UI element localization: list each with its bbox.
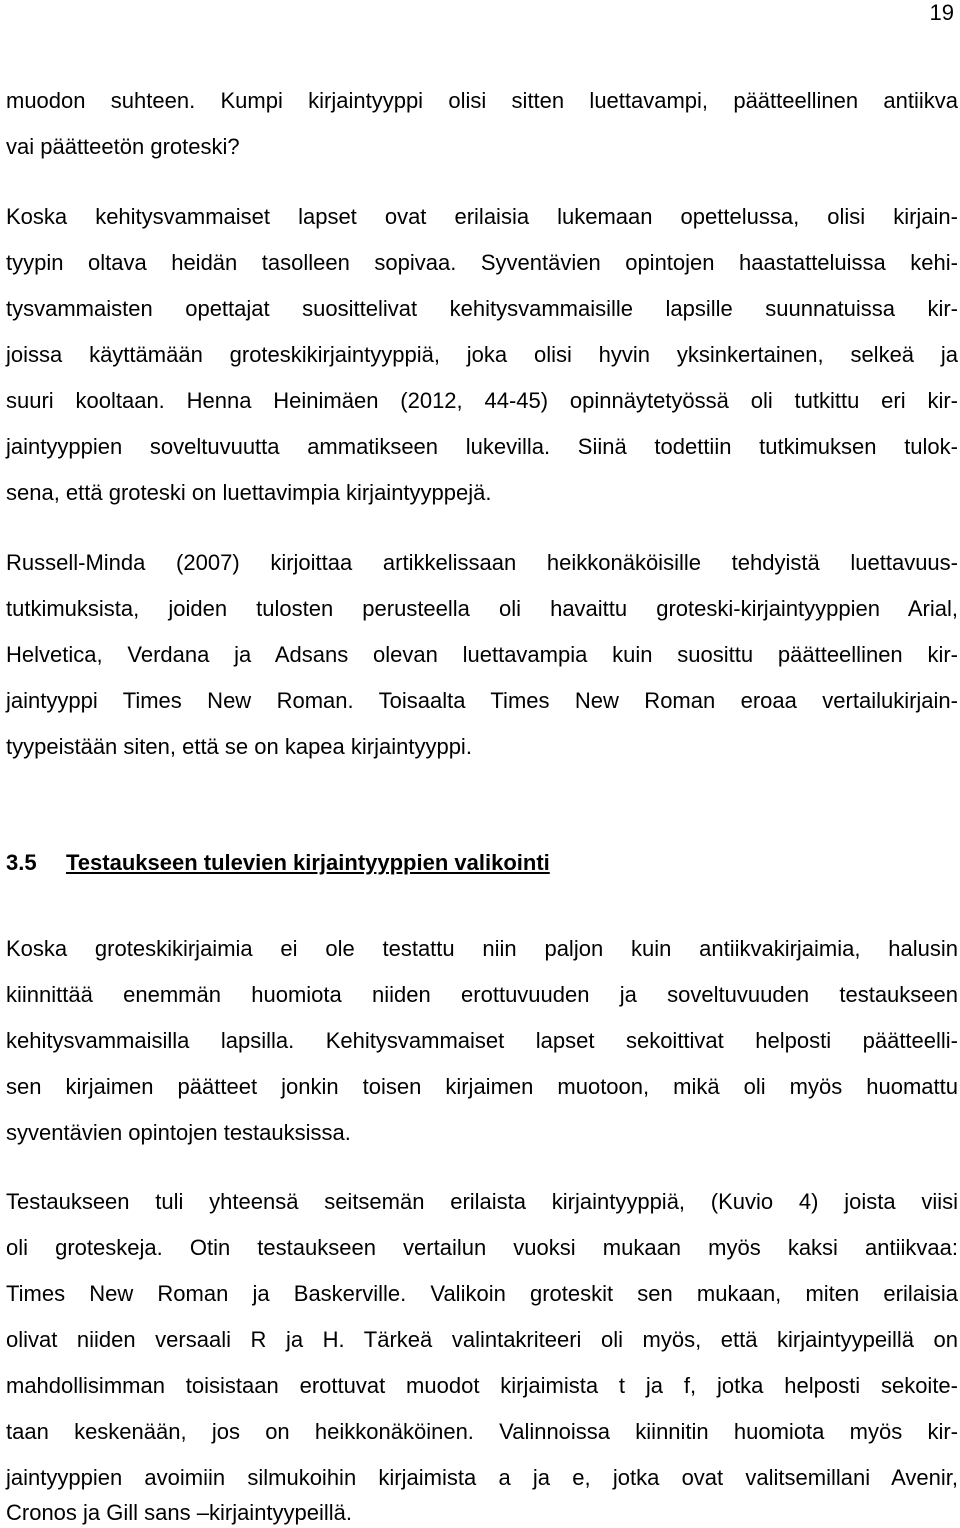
paragraph-5-line-8: Cronos ja Gill sans –kirjaintyypeillä. [6,1500,353,1525]
paragraph-3-line-2: tutkimuksista, joiden tulosten perusteella oli havaittu groteski-kirjaintyyppien Arial, [6,596,958,621]
paragraph-4-line-1: Koska groteskikirjaimia ei ole testattu niin paljon kuin antiikvakirjaimia, halusin [6,936,958,961]
paragraph-1-line-2: vai päätteetön groteski? [6,134,240,159]
paragraph-5-line-3: Times New Roman ja Baskerville. Valikoin groteskit sen mukaan, miten erilaisia [6,1281,958,1306]
paragraph-1-line-1: muodon suhteen. Kumpi kirjaintyyppi olisi sitten luettavampi, päätteellinen antiikva [6,88,958,113]
paragraph-3-line-5: tyypeistään siten, että se on kapea kirjaintyyppi. [6,734,472,759]
paragraph-3-line-3: Helvetica, Verdana ja Adsans olevan luettavampia kuin suosittu päätteellinen kir- [6,642,958,667]
paragraph-2-line-3: tysvammaisten opettajat suosittelivat kehitysvammaisille lapsille suunnatuissa kir- [6,296,958,321]
paragraph-5-line-5: mahdollisimman toisistaan erottuvat muodot kirjaimista t ja f, jotka helposti sekoite- [6,1373,958,1398]
paragraph-2-line-5: suuri kooltaan. Henna Heinimäen (2012, 44-45) opinnäytetyössä oli tutkittu eri kir- [6,388,958,413]
page-number: 19 [929,0,954,25]
paragraph-4-line-3: kehitysvammaisilla lapsilla. Kehitysvammaiset lapset sekoittivat helposti päätteelli- [6,1028,958,1053]
paragraph-4-line-4: sen kirjaimen päätteet jonkin toisen kirjaimen muotoon, mikä oli myös huomattu [6,1074,958,1099]
paragraph-3-line-1: Russell-Minda (2007) kirjoittaa artikkelissaan heikkonäköisille tehdyistä luettavuus- [6,550,958,575]
section-title: Testaukseen tulevien kirjaintyyppien valikointi [66,850,550,875]
paragraph-5-line-4: olivat niiden versaali R ja H. Tärkeä valintakriteeri oli myös, että kirjaintyypeillä on [6,1327,958,1352]
section-number: 3.5 [6,850,37,875]
paragraph-4-line-5: syventävien opintojen testauksissa. [6,1120,351,1145]
section-heading [6,850,550,876]
paragraph-2-line-4: joissa käyttämään groteskikirjaintyyppiä, joka olisi hyvin yksinkertainen, selkeä ja [6,342,958,367]
paragraph-5-line-1: Testaukseen tuli yhteensä seitsemän erilaista kirjaintyyppiä, (Kuvio 4) joista viisi [6,1189,958,1214]
paragraph-4-line-2: kiinnittää enemmän huomiota niiden erottuvuuden ja soveltuvuuden testaukseen [6,982,958,1007]
paragraph-5-line-7: jaintyyppien avoimiin silmukoihin kirjaimista a ja e, jotka ovat valitsemillani Avenir, [6,1465,958,1490]
paragraph-5-line-6: taan keskenään, jos on heikkonäköinen. Valinnoissa kiinnitin huomiota myös kir- [6,1419,958,1444]
paragraph-3-line-4: jaintyyppi Times New Roman. Toisaalta Times New Roman eroaa vertailukirjain- [6,688,958,713]
paragraph-5-line-2: oli groteskeja. Otin testaukseen vertailun vuoksi mukaan myös kaksi antiikvaa: [6,1235,958,1260]
paragraph-2-line-2: tyypin oltava heidän tasolleen sopivaa. Syventävien opintojen haastatteluissa kehi- [6,250,958,275]
paragraph-2-line-7: sena, että groteski on luettavimpia kirjaintyyppejä. [6,480,492,505]
paragraph-2-line-6: jaintyyppien soveltuvuutta ammatikseen lukevilla. Siinä todettiin tutkimuksen tulok- [6,434,958,459]
paragraph-2-line-1: Koska kehitysvammaiset lapset ovat erilaisia lukemaan opettelussa, olisi kirjain- [6,204,958,229]
